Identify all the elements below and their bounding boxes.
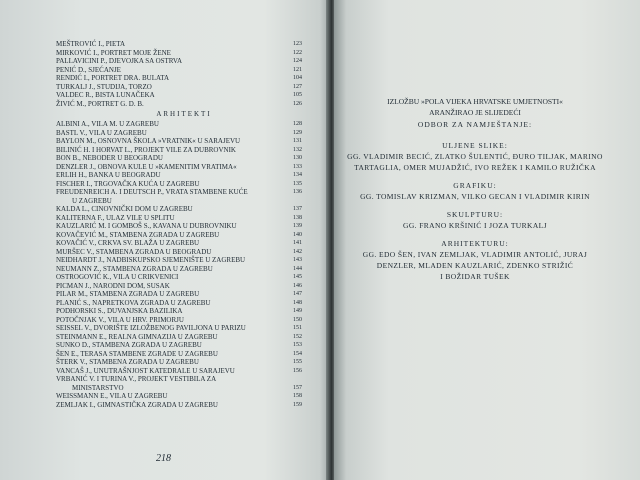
intro-line: IZLOŽBU »POLA VIJEKA HRVATSKE UMJETNOSTI«	[387, 97, 563, 106]
committee-names: DENZLER, MLADEN KAUZLARIĆ, ZDENKO STRIŽIĆ	[376, 261, 574, 270]
committee-text	[340, 96, 610, 282]
index-entry	[56, 307, 302, 316]
entry-title: BILINIĆ H. I HORVAT L., PROJEKT VILE ZA DUBROVNIK	[56, 145, 236, 154]
entry-page-number: 130	[293, 155, 302, 161]
entry-title: FREUDENREICH A. I DEUTSCH P., VRATA STAMBENE KUĆE	[56, 188, 248, 196]
entry-title: ZEMLJAK I., GIMNASTIČKA ZGRADA U ZAGREBU	[56, 400, 218, 409]
entry-page-number: 159	[293, 401, 302, 408]
committee-names: I BOŽIDAR TUŠEK	[440, 272, 510, 281]
entry-page-number: 129	[293, 129, 302, 136]
entry-page-number: 150	[293, 316, 302, 323]
index-entry	[56, 146, 302, 155]
entry-page-number: 158	[293, 393, 302, 399]
entry-page-number: 152	[293, 333, 302, 340]
index-entry	[56, 40, 302, 49]
entry-page-number: 127	[293, 83, 302, 90]
entry-title: KALDA L., CINOVNIČKI DOM U ZAGREBU	[56, 205, 193, 213]
entry-page-number: 141	[293, 240, 302, 246]
entry-title: NEIDHARDT J., NADBISKUPSKO SJEMENIŠTE U ZAGREBU	[56, 256, 246, 264]
entry-title: ŠEN E., TERASA STAMBENE ZGRADE U ZAGREBU	[56, 349, 218, 358]
index-entry	[56, 248, 302, 257]
entry-title: WEISSMANN E., VILA U ZAGREBU	[56, 392, 168, 400]
entry-page-number: 132	[293, 146, 302, 153]
index-entry	[56, 324, 302, 333]
index-entry	[56, 375, 302, 384]
page-number: 218	[156, 453, 171, 464]
index-entry	[56, 137, 302, 146]
entry-title: PICMAN J., NARODNI DOM, SUSAK	[56, 281, 170, 290]
committee-names: TARTAGLIA, OMER MUJADŽIĆ, IVO REŽEK I KAMILO RUŽIČKA	[354, 163, 596, 172]
section-heading-graphics: GRAFIKU:	[453, 181, 497, 190]
index-entry	[56, 57, 302, 66]
entry-page-number: 135	[293, 180, 302, 187]
entry-page-number: 146	[293, 282, 302, 289]
entry-title: KOVAČIĆ V., CRKVA SV. BLAŽA U ZAGREBU	[56, 239, 200, 247]
index-entry	[56, 265, 302, 274]
entry-title: MINISTARSTVO	[72, 383, 124, 392]
entry-page-number: 134	[293, 172, 302, 178]
index-entry	[56, 214, 302, 223]
entry-page-number: 133	[293, 163, 302, 170]
entry-page-number: 155	[293, 359, 302, 365]
entry-page-number: 138	[293, 214, 302, 221]
index-entry	[56, 120, 302, 129]
index-entry	[56, 316, 302, 325]
entry-page-number: 147	[293, 291, 302, 297]
entry-page-number: 121	[293, 66, 302, 73]
entry-title: KAUZLARIĆ M. I GOMBOŠ S., KAVANA U DUBROVNIKU	[56, 222, 237, 230]
entry-title: SUNKO D., STAMBENA ZGRADA U ZAGREBU	[56, 341, 202, 349]
entry-title: PLANIĆ S., NAPRETKOVA ZGRADA U ZAGREBU	[56, 298, 211, 307]
index-entry	[56, 222, 302, 231]
entry-page-number: 122	[293, 49, 302, 56]
entry-page-number: 126	[293, 100, 302, 107]
entry-page-number: 104	[293, 75, 302, 81]
index-entry	[56, 205, 302, 214]
entry-title: VANCAŠ J., UNUTRAŠNJOST KATEDRALE U SARAJEVU	[56, 366, 235, 375]
index-entry	[56, 392, 302, 401]
committee-names: GG. EDO ŠEN, IVAN ZEMLJAK, VLADIMIR ANTOLIĆ, JURAJ	[362, 250, 588, 259]
entry-title: MIRKOVIĆ I., PORTRET MOJE ŽENE	[56, 48, 171, 57]
entry-title: DENZLER J., OBNOVA KULE U »KAMENITIM VRATIMA«	[56, 162, 237, 171]
index-entry	[56, 154, 302, 163]
entry-page-number: 139	[293, 223, 302, 229]
entry-page-number: 136	[293, 189, 302, 195]
entry-page-number: 153	[293, 342, 302, 348]
entry-title: ERLIH H., BANKA U BEOGRADU	[56, 171, 161, 179]
entry-page-number: 151	[293, 325, 302, 331]
index-entry	[56, 163, 302, 172]
entry-page-number: 105	[293, 92, 302, 98]
entry-title: ŠTERK V., STAMBENA ZGRADA U ZAGREBU	[56, 358, 199, 366]
index-entry	[56, 129, 302, 138]
index-entry	[56, 49, 302, 58]
entry-page-number: 137	[293, 206, 302, 212]
index-entry	[56, 239, 302, 248]
entry-page-number: 131	[293, 138, 302, 144]
entry-page-number: 128	[293, 121, 302, 127]
entry-page-number: 156	[293, 367, 302, 374]
entry-title: RENDIĆ I., PORTRET DRA. BULATA	[56, 74, 170, 82]
entry-title: FISCHER I., TRGOVAČKA KUĆA U ZAGREBU	[56, 179, 200, 188]
index-entry	[56, 367, 302, 376]
committee-names: GG. FRANO KRŠINIĆ I JOZA TURKALJ	[403, 221, 547, 230]
entry-title: BON B., NEBODER U BEOGRADU	[56, 154, 163, 162]
entry-title: PODHORSKI S., DUVANJSKA BAZILIKA	[56, 307, 183, 315]
committee-heading: ODBOR ZA NAMJEŠTANJE:	[417, 120, 533, 129]
intro-line: ARANŽIRAO JE SLIJEDEĆI	[429, 108, 521, 117]
index-list	[56, 40, 302, 409]
entry-page-number: 124	[293, 58, 302, 64]
entry-title: MEŠTROVIĆ I., PIETA	[56, 40, 126, 48]
index-entry	[56, 180, 302, 189]
entry-page-number: 123	[293, 41, 302, 47]
index-entry	[56, 66, 302, 75]
entry-title: ALBINI A., VILA M. U ZAGREBU	[56, 120, 159, 128]
index-entry	[56, 91, 302, 100]
entry-page-number: 157	[293, 384, 302, 391]
index-entry	[56, 256, 302, 265]
section-heading-sculpture: SKULPTURU:	[446, 210, 504, 219]
entry-title: U ZAGREBU	[72, 196, 112, 205]
entry-title: PALLAVICINI P., DJEVOJKA SA OSTRVA	[56, 57, 183, 65]
entry-page-number: 140	[293, 231, 302, 238]
entry-page-number: 154	[293, 350, 302, 357]
entry-title: BASTL V., VILA U ZAGREBU	[56, 128, 147, 137]
entry-title: PILAR M., STAMBENA ZGRADA U ZAGREBU	[56, 290, 200, 298]
index-entry	[56, 273, 302, 282]
committee-names: GG. VLADIMIR BECIĆ, ZLATKO ŠULENTIĆ, ĐURO TILJAK, MARINO	[347, 152, 603, 161]
index-entry	[56, 231, 302, 240]
entry-page-number: 144	[293, 265, 302, 272]
index-entry	[56, 333, 302, 342]
section-heading-painting: ULJENE SLIKE:	[442, 141, 508, 150]
entry-title: OSTROGOVIĆ K., VILA U CRIKVENICI	[56, 273, 179, 281]
entry-title: TURKALJ J., STUDIJA, TORZO	[56, 82, 152, 91]
index-entry	[56, 100, 302, 109]
section-heading-architecture: ARHITEKTURU:	[441, 239, 509, 248]
entry-title: ŽIVIĆ M., PORTRET G. D. B.	[56, 99, 144, 108]
entry-page-number: 143	[293, 257, 302, 263]
index-entry	[56, 171, 302, 180]
index-entry	[56, 290, 302, 299]
index-entry	[56, 282, 302, 291]
entry-page-number: 145	[293, 274, 302, 280]
section-title: ARHITEKTI	[156, 110, 212, 118]
committee-names: GG. TOMISLAV KRIZMAN, VILKO GECAN I VLADIMIR KIRIN	[360, 192, 590, 201]
entry-title: VALDEC R., BISTA LUNAČEKA	[56, 91, 155, 99]
entry-title: SEISSEL V., DVORIŠTE IZLOŽBENOG PAVILJONA U PARIZU	[56, 324, 246, 332]
index-entry	[56, 299, 302, 308]
entry-page-number: 148	[293, 299, 302, 306]
entry-title: KALITERNA F., ULAZ VILE U SPLITU	[56, 213, 175, 222]
entry-title: STEINMANN E., REALNA GIMNAZIJA U ZAGREBU	[56, 332, 218, 341]
entry-title: NEUMANN Z., STAMBENA ZGRADA U ZAGREBU	[56, 264, 213, 273]
index-entry	[56, 350, 302, 359]
index-entry	[56, 83, 302, 92]
index-entry	[56, 74, 302, 83]
index-entry	[56, 384, 302, 393]
index-entry	[56, 401, 302, 410]
entry-title: VRBANIĆ V. I TURINA V., PROJEKT VESTIBILA ZA	[56, 375, 217, 383]
index-entry	[56, 358, 302, 367]
entry-title: BAYLON M., OSNOVNA ŠKOLA »VRATNIK« U SARAJEVU	[56, 137, 241, 145]
entry-page-number: 149	[293, 308, 302, 314]
entry-title: POTOČNJAK V., VILA U HRV. PRIMORJU	[56, 315, 184, 324]
index-entry	[56, 197, 302, 206]
entry-title: PENIĆ D., SJEĆANJE	[56, 65, 121, 74]
entry-title: MURŠEC V., STAMBENA ZGRADA U BEOGRADU	[56, 247, 212, 256]
index-entry	[56, 341, 302, 350]
entry-title: KOVAČEVIĆ M., STAMBENA ZGRADA U ZAGREBU	[56, 230, 220, 239]
index-entry	[56, 188, 302, 197]
entry-page-number: 142	[293, 248, 302, 255]
